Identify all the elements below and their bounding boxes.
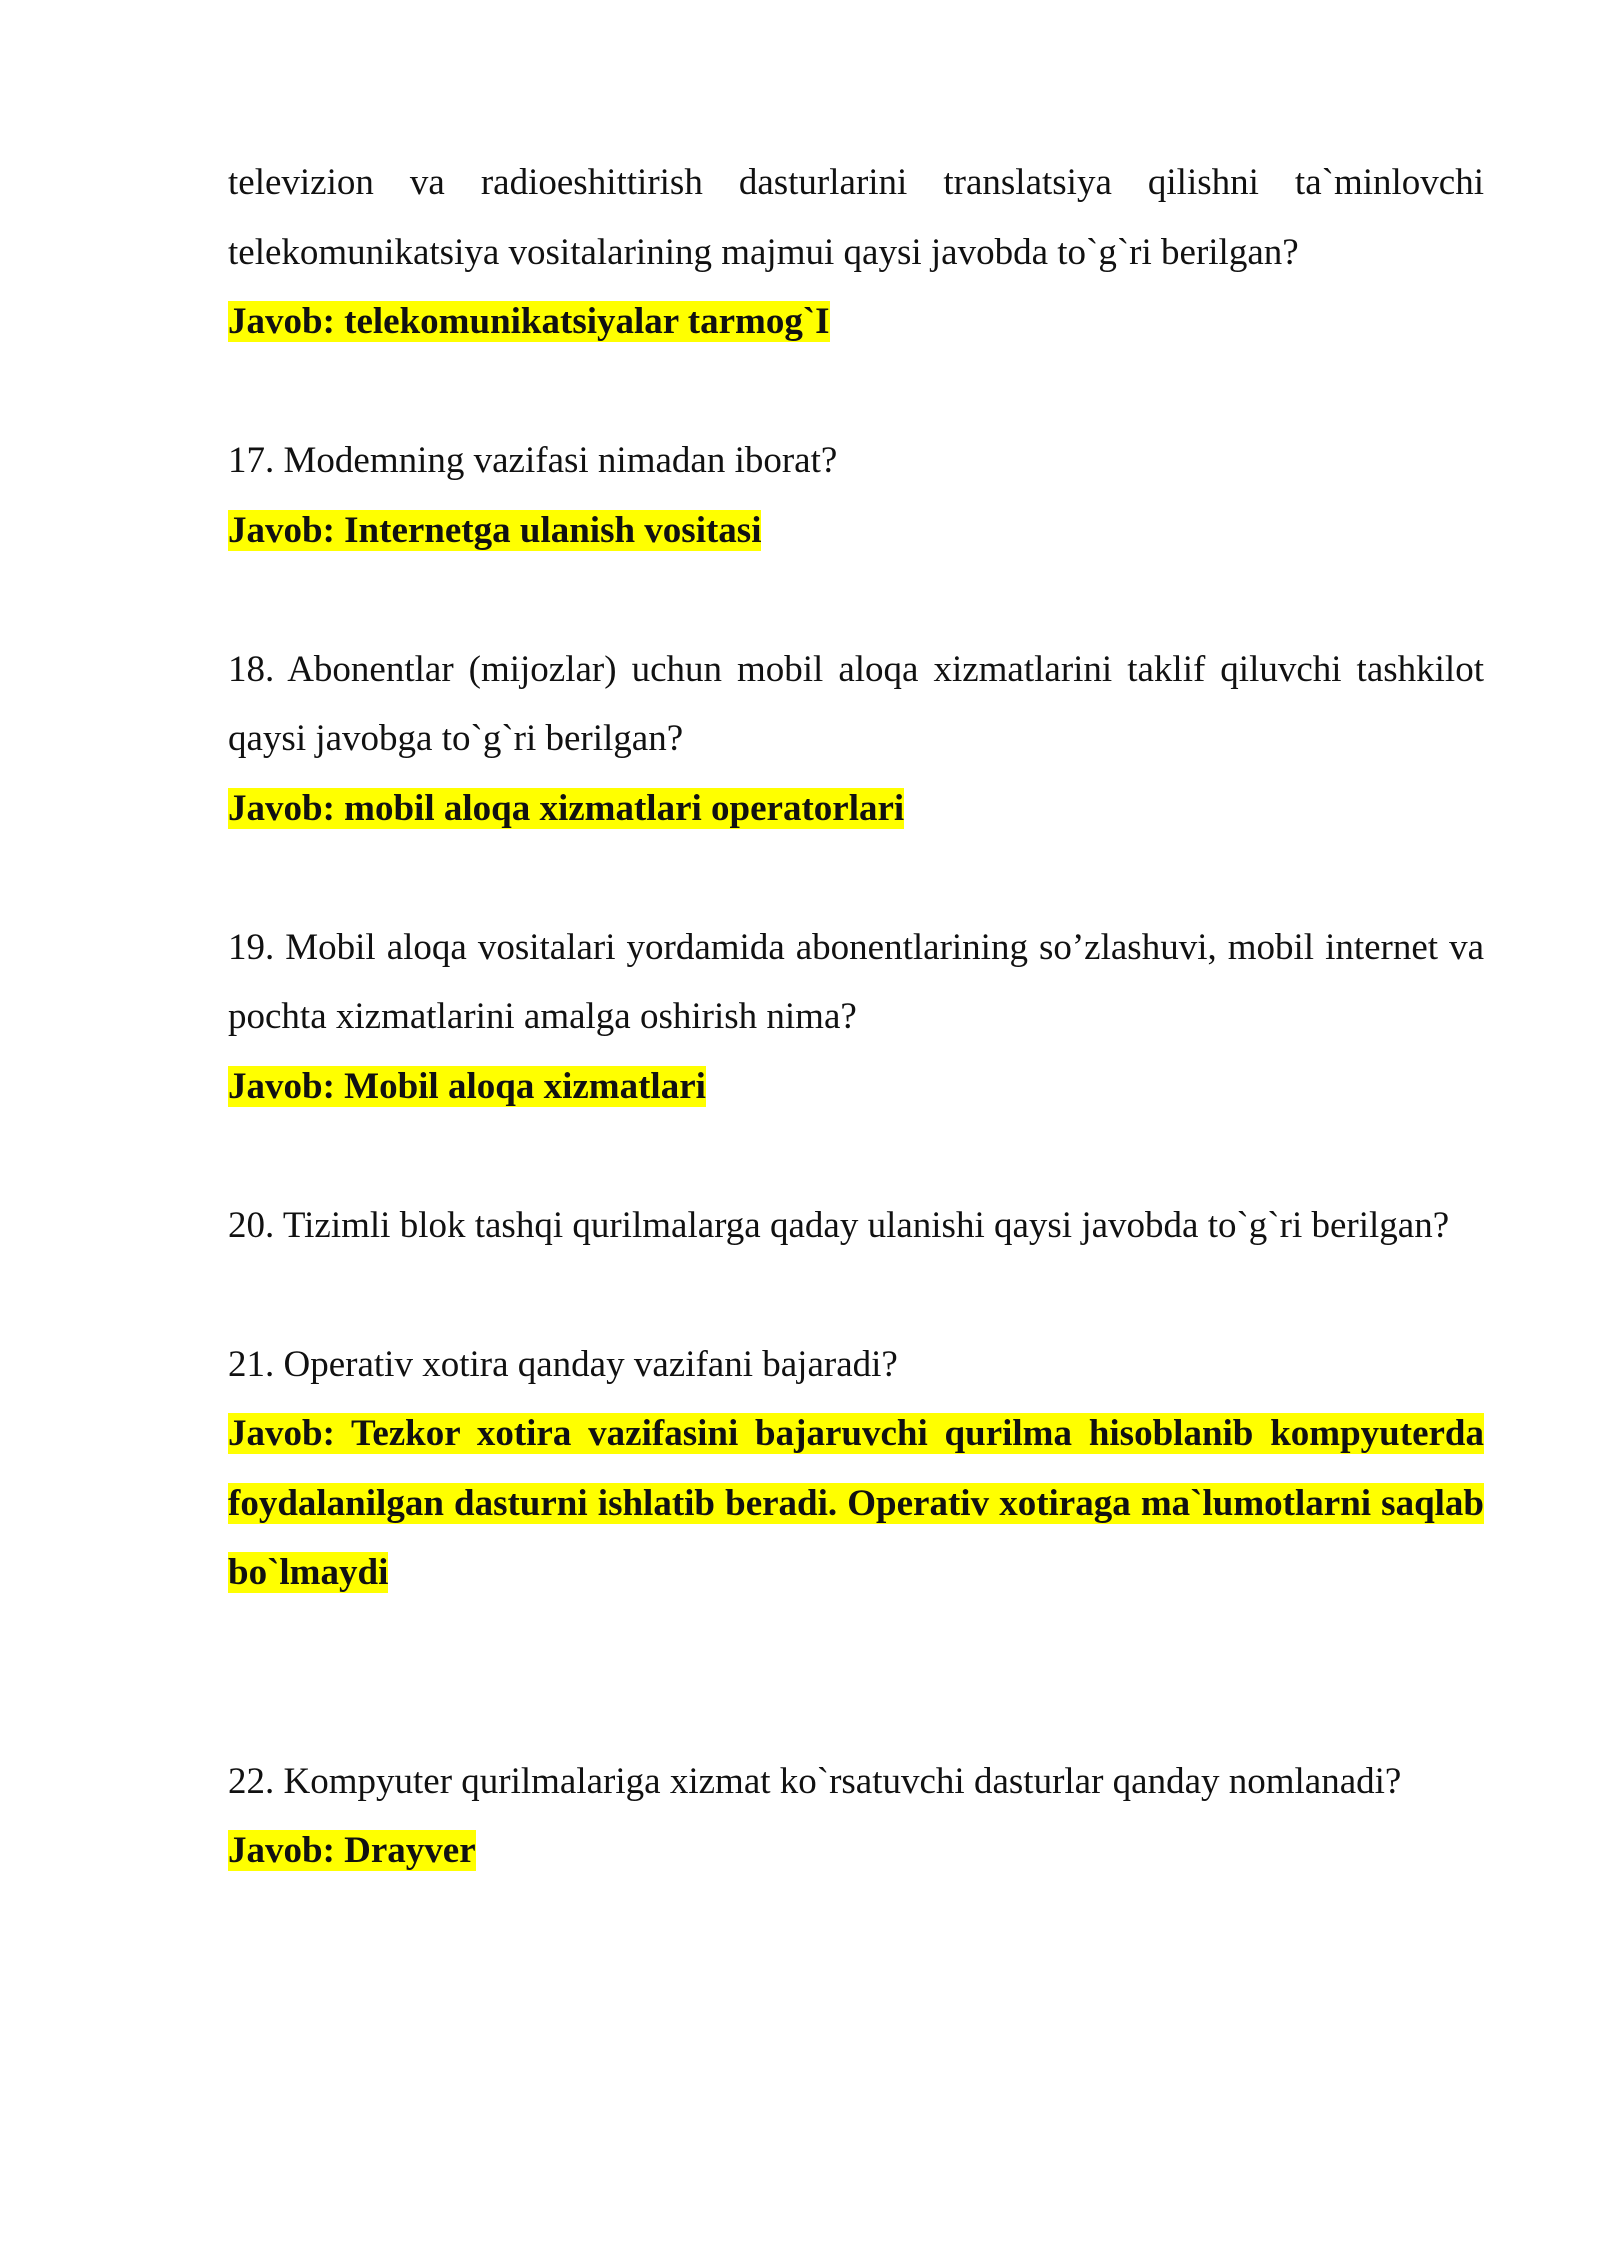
question-text: 17. Modemning vazifasi nimadan iborat? bbox=[228, 440, 838, 481]
answer-highlight: Javob: Internetga ulanish vositasi bbox=[228, 509, 762, 551]
spacer bbox=[228, 1260, 1484, 1330]
document-page bbox=[228, 148, 1484, 1886]
question-text: 18. Abonentlar (mijozlar) uchun mobil aloqa xizmatlarini taklif qiluvchi tashkilot qaysi javobga to`g`ri berilgan? bbox=[228, 648, 1484, 759]
spacer bbox=[228, 565, 1484, 635]
answer-text bbox=[228, 1399, 1484, 1608]
answer-highlight: Javob: telekomunikatsiyalar tarmog`I bbox=[228, 301, 830, 342]
answer-text bbox=[228, 496, 1484, 566]
question-text: 20. Tizimli blok tashqi qurilmalarga qaday ulanishi qaysi javobda to`g`ri berilgan? bbox=[228, 1204, 1450, 1246]
spacer bbox=[228, 357, 1484, 427]
answer-text bbox=[228, 1816, 1484, 1886]
question-text: 21. Operativ xotira qanday vazifani bajaradi? bbox=[228, 1343, 898, 1385]
answer-highlight: Javob: Tezkor xotira vazifasini bajaruvchi qurilma hisoblanib kompyuterda foydalanilgan dasturni ishlatib beradi. Operativ xotiraga ma`lumotlarni saqlab bo`lmaydi bbox=[228, 1413, 1484, 1593]
answer-highlight: Javob: Mobil aloqa xizmatlari bbox=[228, 1065, 706, 1107]
spacer bbox=[228, 1608, 1484, 1747]
answer-highlight: Javob: mobil aloqa xizmatlari operatorlari bbox=[228, 787, 905, 829]
answer-text bbox=[228, 287, 1484, 357]
answer-text bbox=[228, 1052, 1484, 1122]
question-text: televizion va radioeshittirish dasturlarini translatsiya qilishni ta`minlovchi telekomunikatsiya vositalarining majmui qaysi javobda to`g`ri berilgan? bbox=[228, 162, 1484, 273]
answer-highlight: Javob: Drayver bbox=[228, 1830, 476, 1871]
spacer bbox=[228, 843, 1484, 913]
answer-text bbox=[228, 774, 1484, 844]
question-text: 19. Mobil aloqa vositalari yordamida abonentlarining so’zlashuvi, mobil internet va pochta xizmatlarini amalga oshirish nima? bbox=[228, 926, 1484, 1037]
spacer bbox=[228, 1121, 1484, 1191]
question-text: 22. Kompyuter qurilmalariga xizmat ko`rsatuvchi dasturlar qanday nomlanadi? bbox=[228, 1760, 1402, 1802]
